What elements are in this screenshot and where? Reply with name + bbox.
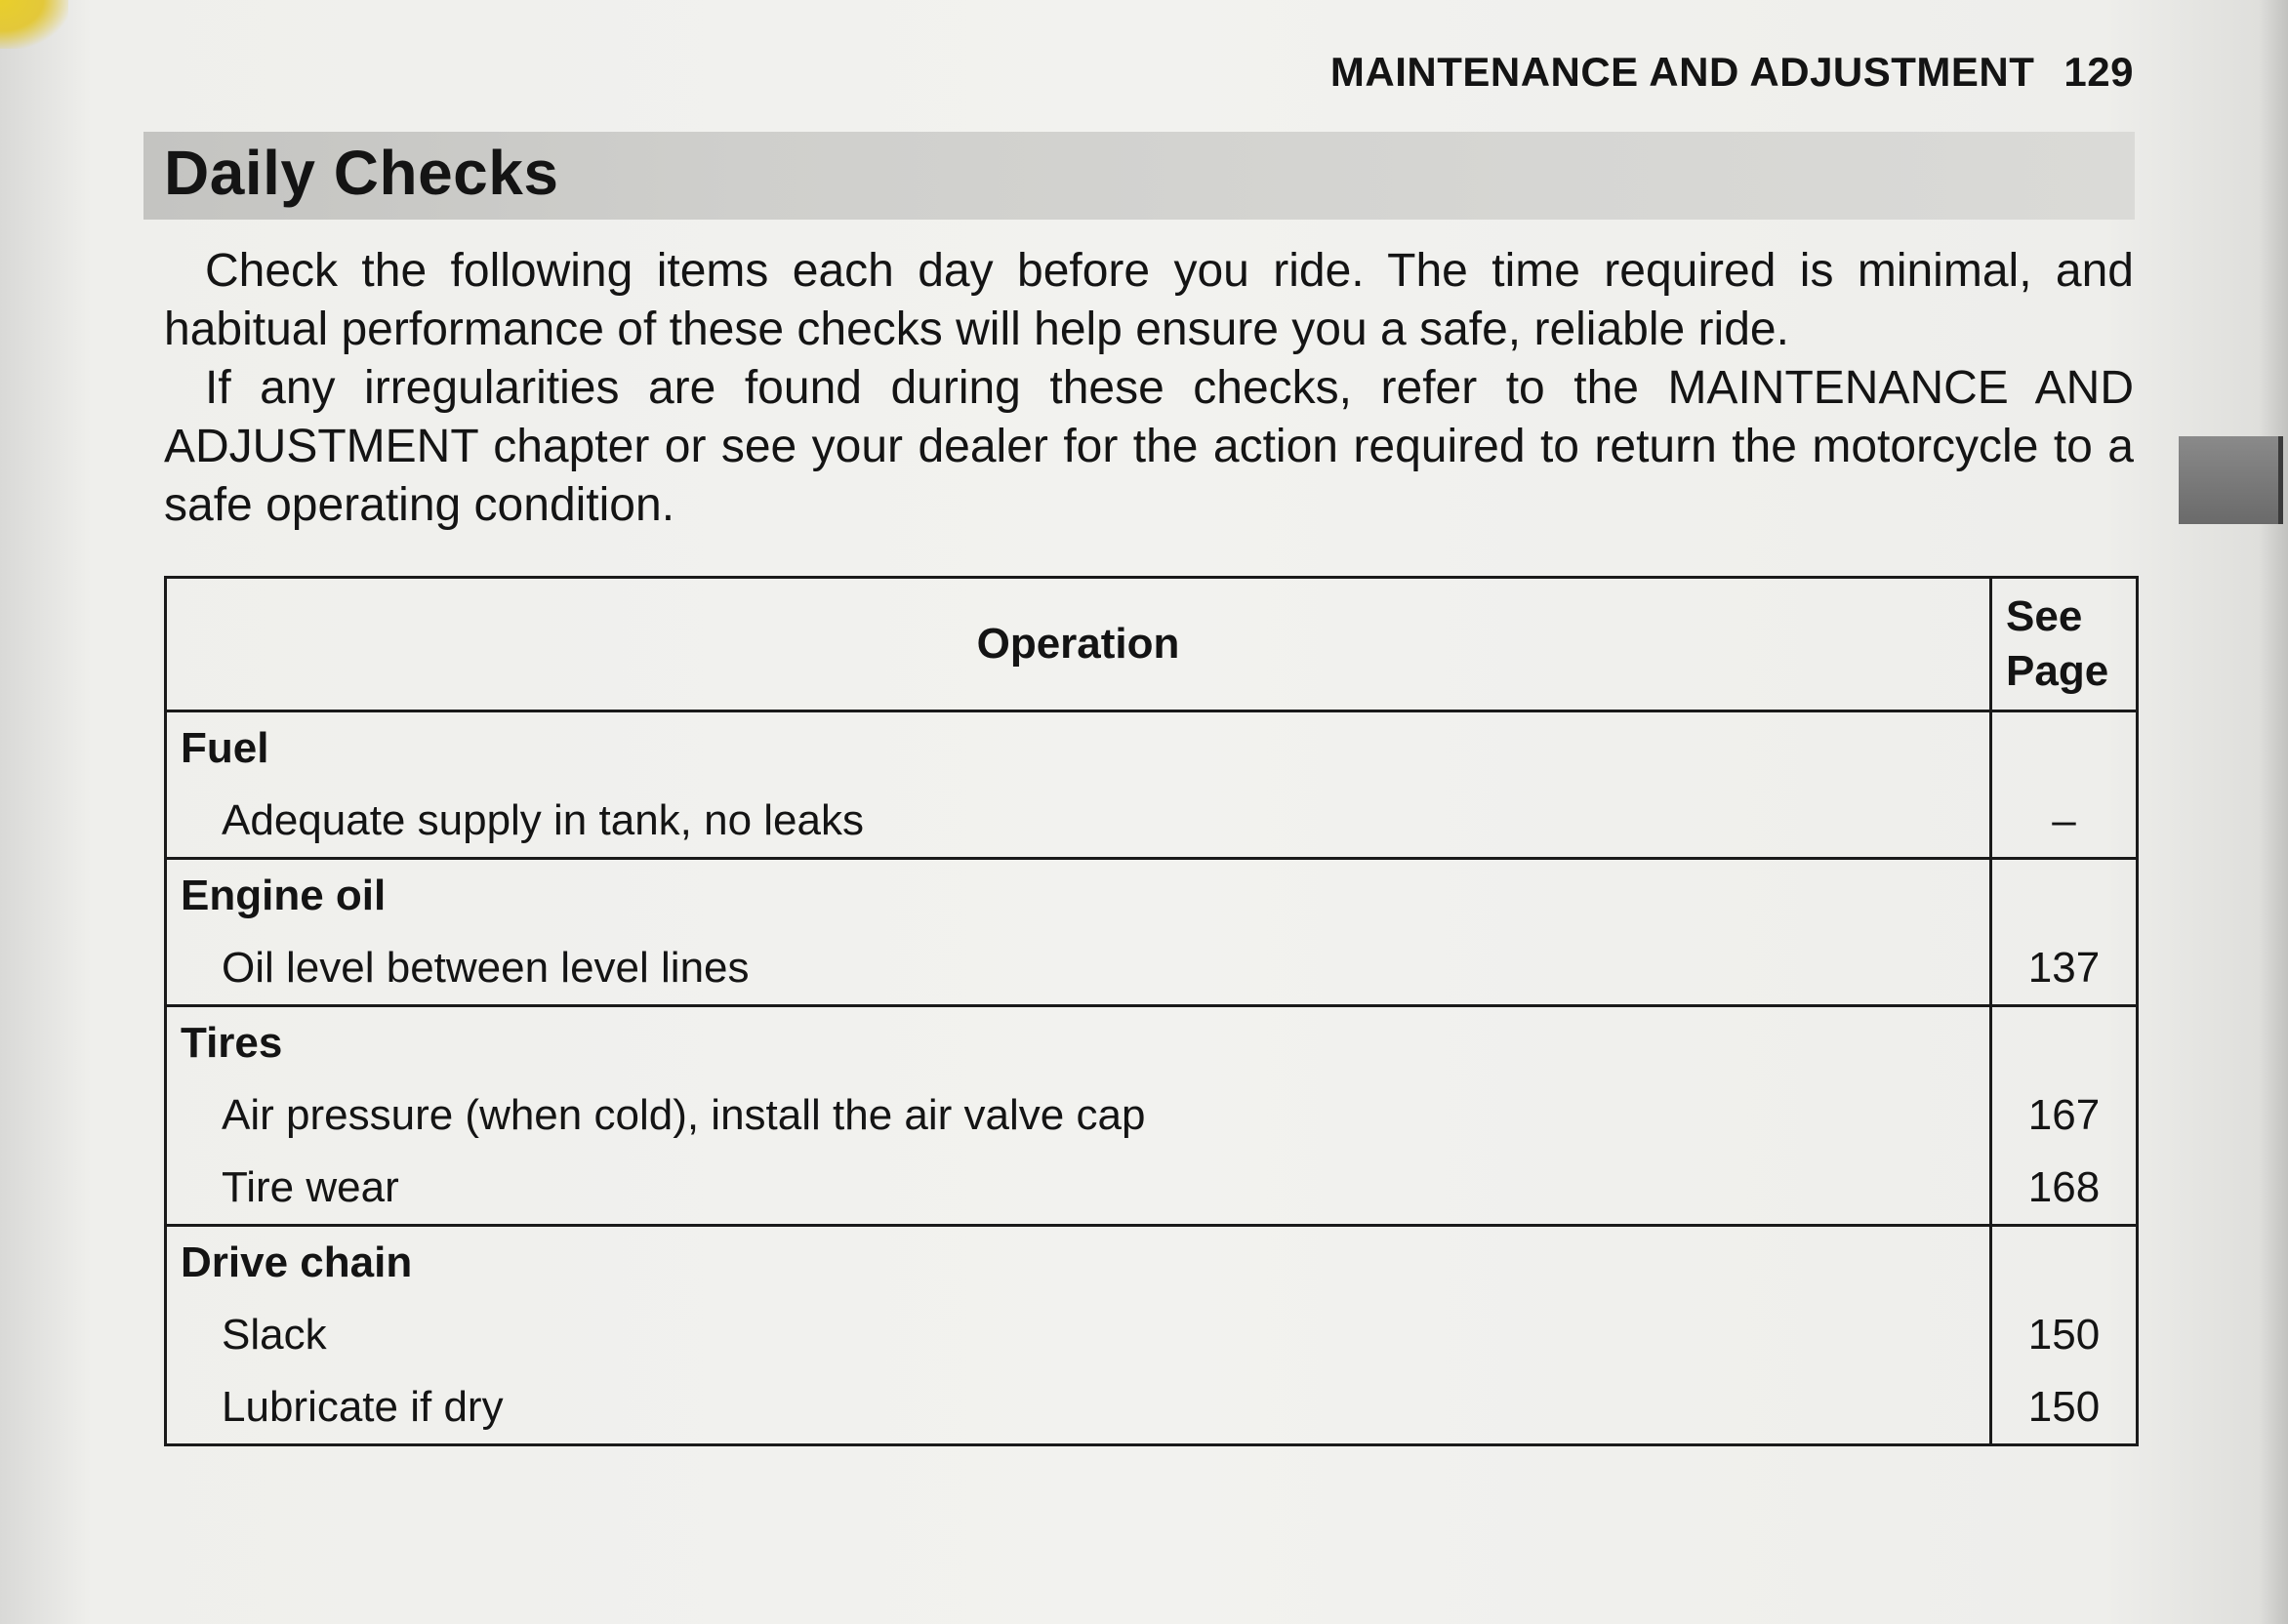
- intro-paragraph: If any irregularities are found during these checks, refer to the MAINTENANCE AND ADJUSTMENT chapter or see your dealer for the action required to return the motorcycle to a safe operating condition.: [164, 362, 2134, 531]
- category-label: Drive chain: [166, 1226, 1991, 1300]
- see-page-header-line: See: [2006, 592, 2083, 640]
- item-label: Tire wear: [166, 1152, 1991, 1226]
- table-row: [166, 1006, 2138, 1080]
- table-row: [166, 1079, 2138, 1152]
- operation-header: Operation: [166, 578, 1991, 711]
- page-ref: 150: [1991, 1371, 2138, 1445]
- page-number: 129: [2063, 49, 2134, 95]
- table-row: [166, 1371, 2138, 1445]
- page-ref: 137: [1991, 932, 2138, 1006]
- item-label: Slack: [166, 1299, 1991, 1371]
- page-cell: [1991, 1006, 2138, 1080]
- page-ref: 168: [1991, 1152, 2138, 1226]
- page-cell: [1991, 711, 2138, 786]
- table-row: [166, 711, 2138, 786]
- category-label: Fuel: [166, 711, 1991, 786]
- table-row: [166, 859, 2138, 933]
- page-cell: [1991, 859, 2138, 933]
- item-label: Lubricate if dry: [166, 1371, 1991, 1445]
- section-title: Daily Checks: [164, 138, 559, 208]
- see-page-header-line: Page: [2006, 647, 2109, 695]
- table-header-row: [166, 578, 2138, 711]
- page-ref: –: [1991, 785, 2138, 859]
- intro-paragraph: Check the following items each day before you ride. The time required is minimal, and habitual performance of these checks will help ensure you a safe, reliable ride.: [164, 245, 2134, 355]
- intro-text: [164, 242, 2134, 535]
- table-row: [166, 1299, 2138, 1371]
- running-head: [1269, 49, 2134, 96]
- see-page-header: [1991, 578, 2138, 711]
- page-corner-stain: [0, 0, 68, 49]
- item-label: Air pressure (when cold), install the air valve cap: [166, 1079, 1991, 1152]
- page-ref: 150: [1991, 1299, 2138, 1371]
- table-row: [166, 1226, 2138, 1300]
- category-label: Engine oil: [166, 859, 1991, 933]
- daily-checks-table: [164, 576, 2139, 1446]
- table-row: [166, 1152, 2138, 1226]
- item-label: Oil level between level lines: [166, 932, 1991, 1006]
- category-label: Tires: [166, 1006, 1991, 1080]
- page-ref: 167: [1991, 1079, 2138, 1152]
- chapter-thumb-tab: [2179, 436, 2283, 524]
- table-row: [166, 785, 2138, 859]
- running-head-chapter: MAINTENANCE AND ADJUSTMENT: [1329, 49, 2035, 95]
- page-edge-shadow: [2259, 0, 2288, 1624]
- table-row: [166, 932, 2138, 1006]
- page-cell: [1991, 1226, 2138, 1300]
- item-label: Adequate supply in tank, no leaks: [166, 785, 1991, 859]
